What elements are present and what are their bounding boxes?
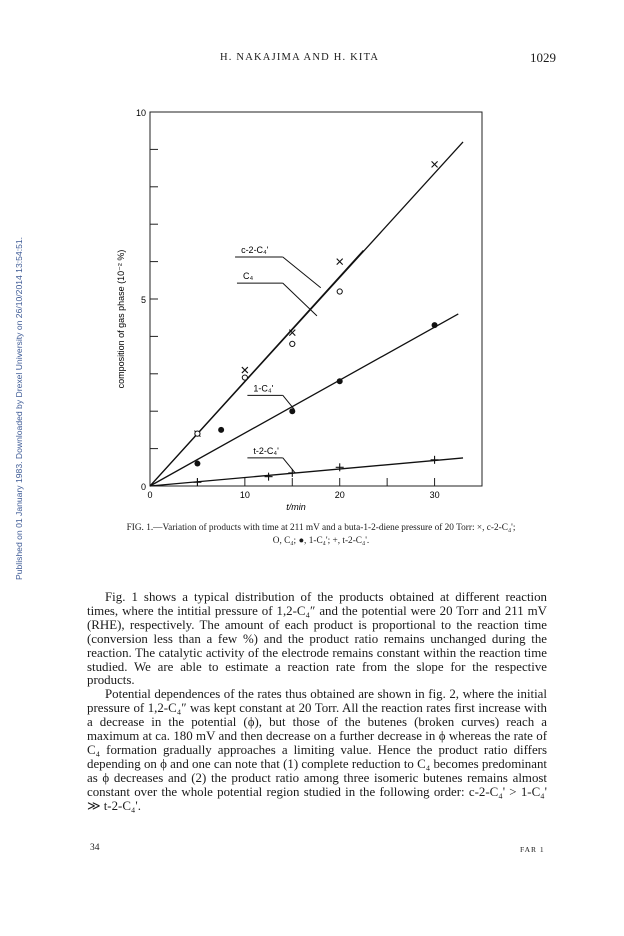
marker-open-circle xyxy=(337,289,342,294)
footer-page-number: 34 xyxy=(90,843,100,853)
data-point-filled-circle xyxy=(194,461,200,467)
data-point-filled-circle xyxy=(337,378,343,384)
x-tick-label: 10 xyxy=(239,490,250,500)
x-tick-label: 30 xyxy=(429,490,440,500)
marker-open-circle xyxy=(242,375,247,380)
data-point-filled-circle xyxy=(432,322,438,328)
paragraph-1: Fig. 1 shows a typical distribution of the products obtained at different reaction times, where the intitial pressure of 1,2-C₄″ and the potential were 20 Torr and 211 mV (RHE), respectively. The amount of each product is proportional to the reaction time (conversion less than a few %) and the product ratio remains unchanged during the reaction. The catalytic activity of the electrode remains constant within the reaction time studied. We are able to estimate a reaction rate from the slope for the respective products. xyxy=(87,590,547,688)
label-leader-line xyxy=(283,458,295,473)
series-label: c-2-C₄' xyxy=(241,244,269,255)
figure-caption-line-1: FIG. 1.—Variation of products with time at 211 mV and a buta-1-2-diene pressure of 20 Torr: ×, c-2-C₄'; xyxy=(126,523,516,533)
data-point-x xyxy=(242,367,248,373)
marker-filled-circle xyxy=(218,427,224,433)
marker-filled-circle xyxy=(432,322,438,328)
data-point-o xyxy=(337,289,342,294)
figure-caption xyxy=(86,522,556,547)
x-axis-label: t/min xyxy=(286,502,306,512)
data-point-filled-circle xyxy=(218,427,224,433)
y-tick-label: 10 xyxy=(135,108,146,118)
data-point-o xyxy=(242,375,247,380)
plot-frame xyxy=(150,112,482,486)
data-point-x xyxy=(337,259,343,265)
marker-open-circle xyxy=(195,431,200,436)
data-point-+ xyxy=(336,463,344,471)
x-tick-label: 20 xyxy=(334,490,345,500)
figure-caption-line-2: O, C₄; ●, 1-C₄'; +, t-2-C₄'. xyxy=(272,535,370,546)
figure-1-chart xyxy=(110,100,490,512)
series-label: t-2-C₄' xyxy=(253,445,279,456)
data-point-o xyxy=(290,341,295,346)
paragraph-2: Potential dependences of the rates thus obtained are shown in fig. 2, where the initial pressure of 1,2-C₄″ was kept constant at 20 Torr. All the reaction rates first increase with a decrease in the potential (ϕ), but those of the butenes (broken curves) reach a maximum at ca. 180 mV and then decrease on a further decrease in ϕ whereas the rate of C₄ formation gradually approaches a limiting value. Hence the product ratio differs depending on ϕ and one can note that (1) complete reduction to C₄ becomes predominant as ϕ decreases and (2) the product ratio among three isomeric butenes remains almost constant over the whole potential region studied in the following order: c-2-C₄' > 1-C₄' ≫ t-2-C₄'. xyxy=(87,687,547,813)
label-leader-line xyxy=(283,257,321,288)
data-point-+ xyxy=(193,478,201,486)
data-point-o xyxy=(195,431,200,436)
label-leader-line xyxy=(283,283,317,316)
chart-series-labels xyxy=(235,245,321,473)
download-watermark xyxy=(2,150,24,580)
data-point-+ xyxy=(431,456,439,464)
data-point-+ xyxy=(265,473,273,481)
fit-line-2 xyxy=(150,314,458,486)
chart-axes xyxy=(136,108,482,500)
body-text xyxy=(87,591,547,814)
y-axis-label: composition of gas phase (10⁻² %) xyxy=(116,249,126,389)
marker-open-circle xyxy=(290,341,295,346)
marker-filled-circle xyxy=(337,378,343,384)
y-tick-label: 5 xyxy=(140,295,146,305)
label-leader-line xyxy=(283,395,294,409)
x-tick-label: 0 xyxy=(147,490,153,500)
footer-journal-mark: FAR 1 xyxy=(520,845,545,854)
running-header-authors: H. NAKAJIMA AND H. KITA xyxy=(220,52,380,63)
page-number: 1029 xyxy=(530,50,556,65)
series-label: C₄ xyxy=(242,271,254,282)
download-watermark-text: Published on 01 January 1983. Downloaded by Drexel University on 26/10/2014 13:54:51. xyxy=(14,236,24,580)
y-tick-label: 0 xyxy=(140,482,146,492)
marker-filled-circle xyxy=(194,461,200,467)
data-point-x xyxy=(432,161,438,167)
series-label: 1-C₄' xyxy=(253,383,274,394)
